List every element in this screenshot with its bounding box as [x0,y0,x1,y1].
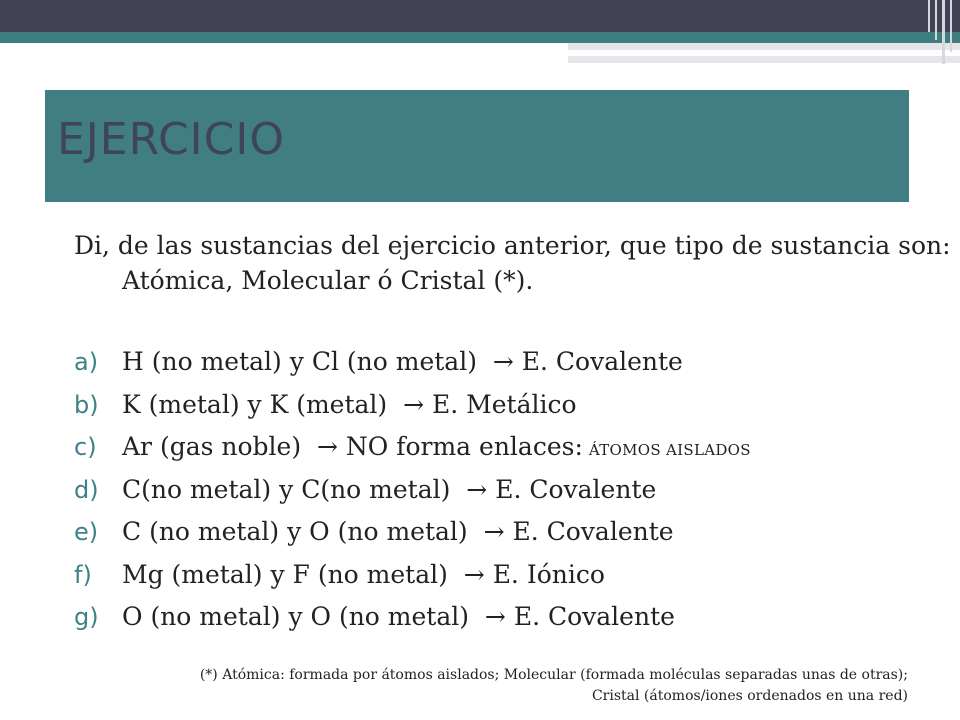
item-result: E. Covalente [521,347,683,376]
list-item [74,390,934,433]
arrow-icon: → [483,517,505,546]
arrow-icon: → [317,432,338,461]
item-text: K (metal) y K (metal) [122,389,388,419]
item-result: E. Covalente [495,474,657,504]
arrow-icon: → [403,389,425,419]
item-marker: f) [74,560,92,589]
item-result: NO forma enlaces: [345,432,583,461]
list-item [74,602,934,645]
list-item [74,347,934,390]
list-item [74,517,934,560]
item-text: C(no metal) y C(no metal) [122,474,451,504]
item-text: C (no metal) y O (no metal) [122,517,468,546]
item-result: E. Covalente [512,517,674,546]
decorative-vertical-line [928,0,930,32]
item-note: ÁTOMOS AISLADOS [588,441,751,459]
arrow-icon: → [484,602,506,631]
top-decorative-bar [0,0,960,32]
item-text: Mg (metal) y F (no metal) [122,559,448,589]
item-result: E. Covalente [513,602,675,631]
item-result: E. Metálico [432,389,577,419]
decorative-vertical-line [935,0,937,40]
item-marker: d) [74,475,99,504]
item-marker: b) [74,390,99,419]
item-text: H (no metal) y Cl (no metal) [122,347,477,376]
arrow-icon: → [466,474,488,504]
arrow-icon: → [463,559,485,589]
decorative-line [568,43,960,50]
item-result: E. Iónico [492,559,605,589]
decorative-vertical-line [950,0,952,52]
item-text: O (no metal) y O (no metal) [122,602,470,631]
answer-list [74,347,934,645]
item-marker: c) [74,433,97,461]
slide-title: EJERCICIO [57,114,285,165]
footnote [200,665,908,707]
item-marker: e) [74,518,99,546]
footnote-line-1: (*) Atómica: formada por átomos aislados; Molecular (formada moléculas separadas unas de otras); [199,667,908,683]
item-text: Ar (gas noble) [122,432,302,461]
list-item [74,475,934,518]
item-marker: a) [74,348,99,376]
footnote-line-2: Cristal (átomos/iones ordenados en una red) [591,688,908,704]
decorative-vertical-line [942,0,945,64]
teal-decorative-stripe [0,32,960,43]
item-marker: g) [74,603,99,631]
list-item [74,432,934,475]
decorative-line [568,56,960,63]
list-item [74,560,934,603]
exercise-intro: Di, de las sustancias del ejercicio anterior, que tipo de sustancia son: Atómica, Molecular ó Cristal (*). [74,231,951,295]
arrow-icon: → [492,347,514,376]
